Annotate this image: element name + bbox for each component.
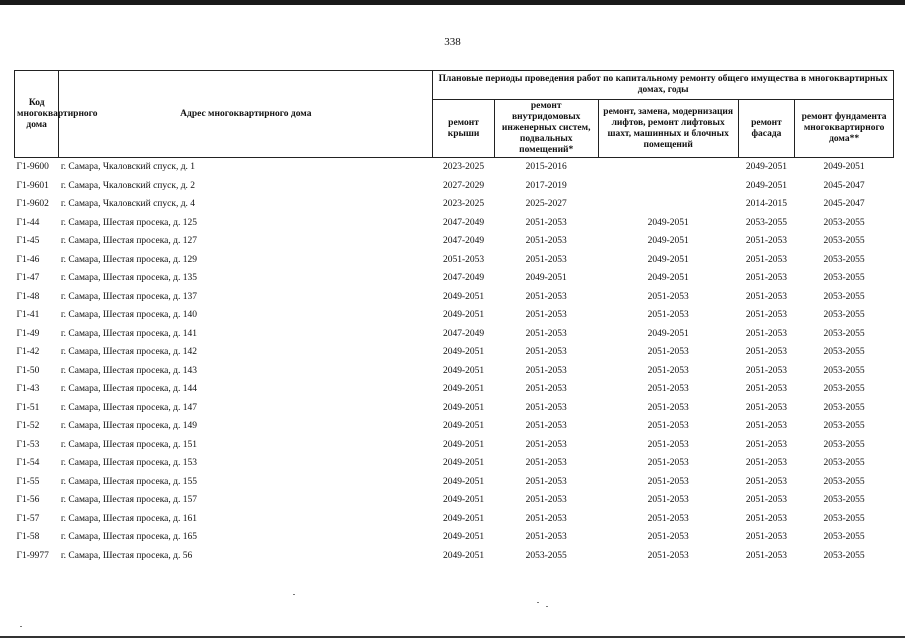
cell-roof: 2049-2051 (442, 513, 485, 524)
cell-facade: 2051-2053 (745, 532, 788, 543)
cell-foundation: 2053-2055 (823, 532, 865, 543)
cell-address: г. Самара, Шестая просека, д. 147 (60, 402, 197, 413)
cell-address: г. Самара, Шестая просека, д. 56 (60, 550, 193, 561)
cell-roof: 2049-2051 (442, 402, 485, 413)
cell-engineering: 2051-2053 (525, 421, 567, 432)
cell-lifts (598, 158, 738, 177)
cell-lifts: 2051-2053 (647, 532, 689, 543)
table-row (15, 417, 894, 436)
cell-address: г. Самара, Чкаловский спуск, д. 1 (60, 162, 196, 173)
cell-lifts: 2051-2053 (647, 421, 689, 432)
header-planned-periods: Плановые периоды проведения работ по капитальному ремонту общего имущества в многоквартирных домах, годы (433, 71, 894, 100)
cell-roof: 2023-2025 (442, 199, 485, 210)
cell-foundation: 2053-2055 (823, 236, 865, 247)
cell-code: Г1-50 (16, 365, 40, 376)
cell-roof: 2047-2049 (442, 236, 485, 247)
cell-engineering: 2051-2053 (525, 291, 567, 302)
header-engineering: ремонт внутридомовых инженерных систем, подвальных помещений* (494, 100, 598, 158)
cell-code: Г1-42 (16, 347, 40, 358)
table-row (15, 547, 894, 566)
cell-lifts: 2051-2053 (647, 384, 689, 395)
table-row (15, 399, 894, 418)
cell-facade: 2051-2053 (745, 421, 788, 432)
cell-engineering: 2051-2053 (525, 347, 567, 358)
cell-facade: 2051-2053 (745, 273, 788, 284)
cell-code: Г1-48 (16, 291, 40, 302)
cell-foundation: 2049-2051 (823, 162, 865, 173)
cell-engineering: 2051-2053 (525, 365, 567, 376)
cell-lifts (598, 177, 738, 196)
cell-lifts: 2049-2051 (647, 273, 689, 284)
cell-address: г. Самара, Шестая просека, д. 157 (60, 495, 197, 506)
table-row (15, 251, 894, 270)
cell-code: Г1-43 (16, 384, 40, 395)
cell-code: Г1-55 (16, 476, 40, 487)
table-row (15, 510, 894, 529)
cell-facade: 2051-2053 (745, 254, 788, 265)
cell-foundation: 2053-2055 (823, 217, 865, 228)
scan-speck (546, 606, 548, 607)
cell-code: Г1-58 (16, 532, 40, 543)
cell-code: Г1-57 (16, 513, 40, 524)
cell-facade: 2051-2053 (745, 476, 788, 487)
cell-roof: 2049-2051 (442, 476, 485, 487)
cell-roof: 2049-2051 (442, 384, 485, 395)
scan-speck (293, 594, 295, 595)
cell-facade: 2051-2053 (745, 495, 788, 506)
cell-facade: 2014-2015 (745, 199, 788, 210)
scan-speck (20, 626, 22, 627)
cell-foundation: 2053-2055 (823, 384, 865, 395)
cell-foundation: 2053-2055 (823, 550, 865, 561)
cell-lifts: 2051-2053 (647, 495, 689, 506)
cell-engineering: 2053-2055 (525, 550, 567, 561)
cell-lifts: 2051-2053 (647, 291, 689, 302)
cell-engineering: 2051-2053 (525, 402, 567, 413)
cell-facade: 2051-2053 (745, 439, 788, 450)
table-row (15, 491, 894, 510)
cell-lifts: 2051-2053 (647, 476, 689, 487)
table-row (15, 436, 894, 455)
cell-address: г. Самара, Шестая просека, д. 125 (60, 217, 197, 228)
cell-foundation: 2053-2055 (823, 328, 865, 339)
cell-address: г. Самара, Шестая просека, д. 137 (60, 291, 197, 302)
cell-engineering: 2017-2019 (525, 180, 567, 191)
cell-facade: 2051-2053 (745, 402, 788, 413)
cell-address: г. Самара, Чкаловский спуск, д. 4 (60, 199, 196, 210)
cell-roof: 2051-2053 (442, 254, 485, 265)
cell-address: г. Самара, Шестая просека, д. 140 (60, 310, 197, 321)
header-facade: ремонт фасада (738, 100, 794, 158)
table-row (15, 177, 894, 196)
header-foundation: ремонт фундамента многоквартирного дома** (795, 100, 894, 158)
cell-foundation: 2053-2055 (823, 310, 865, 321)
cell-lifts: 2051-2053 (647, 458, 689, 469)
cell-address: г. Самара, Шестая просека, д. 144 (60, 384, 197, 395)
table-row (15, 454, 894, 473)
cell-address: г. Самара, Шестая просека, д. 155 (60, 476, 197, 487)
cell-engineering: 2051-2053 (525, 236, 567, 247)
cell-lifts: 2049-2051 (647, 254, 689, 265)
cell-engineering: 2051-2053 (525, 458, 567, 469)
cell-engineering: 2051-2053 (525, 217, 567, 228)
cell-foundation: 2053-2055 (823, 291, 865, 302)
cell-foundation: 2053-2055 (823, 254, 865, 265)
cell-foundation: 2053-2055 (823, 365, 865, 376)
cell-engineering: 2051-2053 (525, 328, 567, 339)
scan-speck (537, 602, 539, 603)
cell-engineering: 2025-2027 (525, 199, 567, 210)
cell-facade: 2053-2055 (745, 217, 788, 228)
cell-engineering: 2051-2053 (525, 439, 567, 450)
cell-code: Г1-9600 (16, 162, 49, 173)
cell-roof: 2047-2049 (442, 273, 485, 284)
cell-lifts: 2051-2053 (647, 347, 689, 358)
cell-code: Г1-44 (16, 217, 40, 228)
cell-roof: 2049-2051 (442, 439, 485, 450)
cell-lifts: 2051-2053 (647, 310, 689, 321)
cell-facade: 2051-2053 (745, 347, 788, 358)
table-row (15, 306, 894, 325)
table-row (15, 232, 894, 251)
cell-address: г. Самара, Шестая просека, д. 143 (60, 365, 197, 376)
cell-facade: 2049-2051 (745, 162, 788, 173)
cell-code: Г1-53 (16, 439, 40, 450)
cell-roof: 2047-2049 (442, 217, 485, 228)
cell-engineering: 2051-2053 (525, 476, 567, 487)
cell-engineering: 2051-2053 (525, 310, 567, 321)
cell-code: Г1-9977 (16, 550, 49, 561)
cell-code: Г1-54 (16, 458, 40, 469)
cell-engineering: 2049-2051 (525, 273, 567, 284)
repair-schedule-table (14, 70, 894, 565)
header-address: Адрес многоквартирного дома (59, 71, 433, 158)
cell-lifts: 2049-2051 (647, 236, 689, 247)
table-row (15, 528, 894, 547)
page-number: 338 (444, 36, 461, 48)
table-row (15, 195, 894, 214)
table-row (15, 158, 894, 177)
table-row (15, 343, 894, 362)
cell-engineering: 2051-2053 (525, 254, 567, 265)
cell-facade: 2051-2053 (745, 384, 788, 395)
cell-lifts: 2051-2053 (647, 439, 689, 450)
cell-foundation: 2053-2055 (823, 402, 865, 413)
table-row (15, 214, 894, 233)
cell-code: Г1-51 (16, 402, 40, 413)
cell-lifts: 2049-2051 (647, 328, 689, 339)
cell-engineering: 2051-2053 (525, 513, 567, 524)
cell-roof: 2049-2051 (442, 291, 485, 302)
cell-code: Г1-56 (16, 495, 40, 506)
cell-lifts (598, 195, 738, 214)
cell-engineering: 2051-2053 (525, 384, 567, 395)
cell-address: г. Самара, Шестая просека, д. 135 (60, 273, 197, 284)
cell-roof: 2049-2051 (442, 532, 485, 543)
cell-lifts: 2051-2053 (647, 513, 689, 524)
cell-facade: 2051-2053 (745, 513, 788, 524)
cell-address: г. Самара, Шестая просека, д. 161 (60, 513, 197, 524)
table-row (15, 380, 894, 399)
cell-address: г. Самара, Шестая просека, д. 142 (60, 347, 197, 358)
cell-foundation: 2053-2055 (823, 273, 865, 284)
cell-foundation: 2053-2055 (823, 421, 865, 432)
cell-address: г. Самара, Шестая просека, д. 127 (60, 236, 197, 247)
header-lifts: ремонт, замена, модернизация лифтов, ремонт лифтовых шахт, машинных и блочных помещений (598, 100, 738, 158)
cell-lifts: 2049-2051 (647, 217, 689, 228)
cell-foundation: 2053-2055 (823, 439, 865, 450)
cell-address: г. Самара, Шестая просека, д. 151 (60, 439, 197, 450)
cell-facade: 2051-2053 (745, 365, 788, 376)
cell-roof: 2023-2025 (442, 162, 485, 173)
cell-roof: 2049-2051 (442, 458, 485, 469)
table-row (15, 325, 894, 344)
cell-address: г. Самара, Шестая просека, д. 129 (60, 254, 197, 265)
header-code: Код многоквартирного дома (15, 71, 59, 158)
cell-roof: 2049-2051 (442, 347, 485, 358)
cell-foundation: 2053-2055 (823, 495, 865, 506)
cell-address: г. Самара, Шестая просека, д. 165 (60, 532, 197, 543)
cell-engineering: 2051-2053 (525, 495, 567, 506)
cell-foundation: 2045-2047 (823, 180, 865, 191)
cell-roof: 2049-2051 (442, 495, 485, 506)
cell-code: Г1-45 (16, 236, 40, 247)
cell-roof: 2049-2051 (442, 310, 485, 321)
cell-foundation: 2053-2055 (823, 476, 865, 487)
header-roof: ремонт крыши (433, 100, 494, 158)
cell-foundation: 2053-2055 (823, 458, 865, 469)
cell-roof: 2049-2051 (442, 421, 485, 432)
cell-roof: 2049-2051 (442, 550, 485, 561)
cell-address: г. Самара, Чкаловский спуск, д. 2 (60, 180, 196, 191)
cell-address: г. Самара, Шестая просека, д. 153 (60, 458, 197, 469)
table-header (15, 71, 894, 158)
table-row (15, 362, 894, 381)
cell-roof: 2027-2029 (442, 180, 485, 191)
scan-top-border (0, 0, 905, 5)
cell-foundation: 2053-2055 (823, 347, 865, 358)
cell-roof: 2047-2049 (442, 328, 485, 339)
cell-code: Г1-41 (16, 310, 40, 321)
cell-lifts: 2051-2053 (647, 402, 689, 413)
cell-engineering: 2015-2016 (525, 162, 567, 173)
cell-address: г. Самара, Шестая просека, д. 149 (60, 421, 197, 432)
cell-code: Г1-49 (16, 328, 40, 339)
cell-facade: 2049-2051 (745, 180, 788, 191)
cell-facade: 2051-2053 (745, 458, 788, 469)
cell-facade: 2051-2053 (745, 310, 788, 321)
scan-bottom-border (0, 636, 905, 638)
cell-facade: 2051-2053 (745, 550, 788, 561)
table-row (15, 288, 894, 307)
cell-code: Г1-47 (16, 273, 40, 284)
cell-foundation: 2053-2055 (823, 513, 865, 524)
table-body (15, 158, 894, 566)
cell-code: Г1-9602 (16, 199, 49, 210)
cell-engineering: 2051-2053 (525, 532, 567, 543)
table-row (15, 269, 894, 288)
cell-foundation: 2045-2047 (823, 199, 865, 210)
cell-code: Г1-46 (16, 254, 40, 265)
cell-address: г. Самара, Шестая просека, д. 141 (60, 328, 197, 339)
cell-code: Г1-52 (16, 421, 40, 432)
cell-roof: 2049-2051 (442, 365, 485, 376)
cell-facade: 2051-2053 (745, 236, 788, 247)
cell-facade: 2051-2053 (745, 328, 788, 339)
cell-code: Г1-9601 (16, 180, 49, 191)
cell-lifts: 2051-2053 (647, 550, 689, 561)
cell-lifts: 2051-2053 (647, 365, 689, 376)
cell-facade: 2051-2053 (745, 291, 788, 302)
table-row (15, 473, 894, 492)
